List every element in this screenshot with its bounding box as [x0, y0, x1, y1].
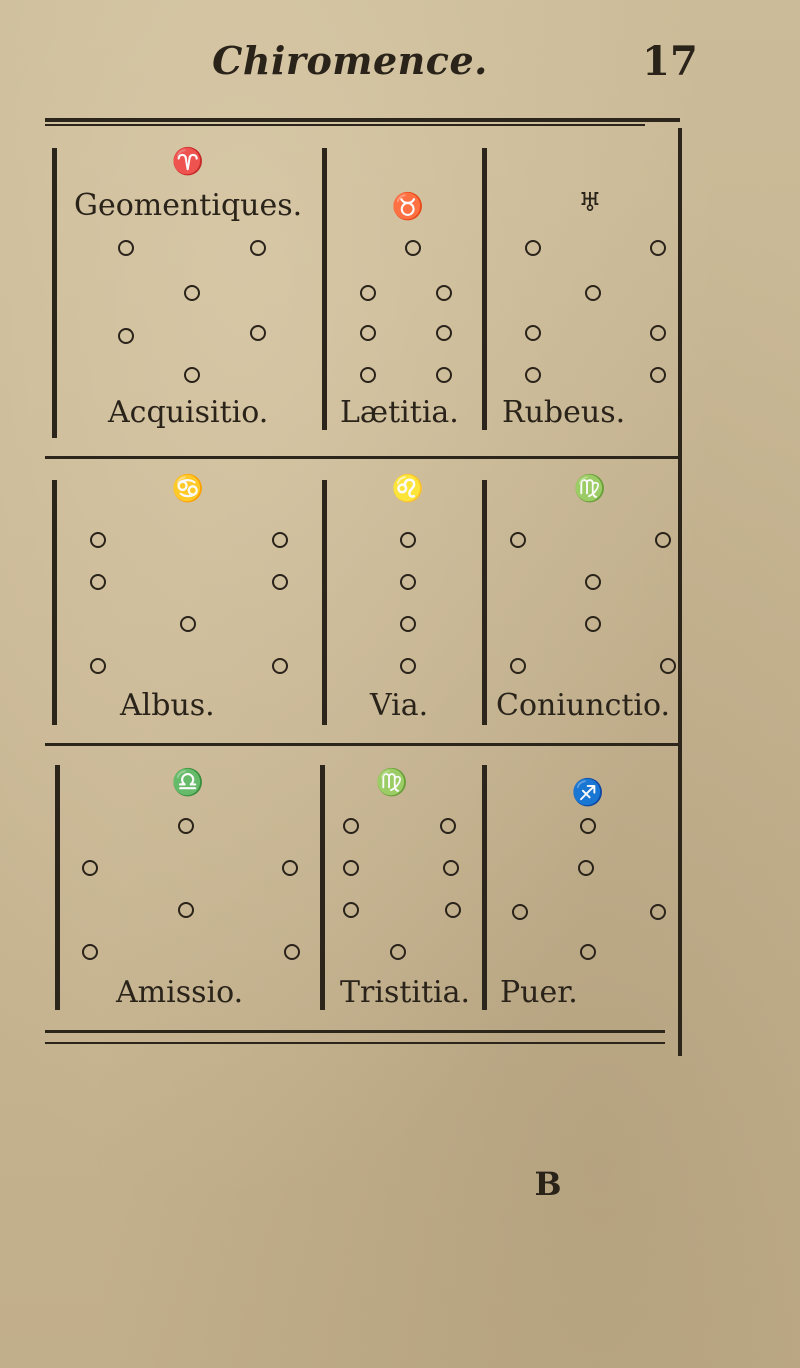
aries-sign: ♈: [171, 147, 205, 177]
figure-dot: [400, 574, 416, 590]
row2-left-border: [52, 480, 57, 725]
row1-left-border: [52, 148, 57, 438]
figure-dot: [90, 658, 106, 674]
row2-divider-a: [322, 480, 327, 725]
figure-name: Rubeus.: [502, 395, 626, 430]
libra-sign: ♎: [171, 768, 205, 798]
figure-dot: [436, 367, 452, 383]
figure-dot: [178, 818, 194, 834]
row-divider-1: [45, 456, 680, 459]
virgo-sign: ♍: [573, 474, 607, 504]
row3-left-border: [55, 765, 60, 1010]
figure-dot: [390, 944, 406, 960]
figure-dot: [525, 367, 541, 383]
table-right-border: [678, 128, 682, 1056]
sagittarius-sign: ♐: [571, 778, 605, 808]
figure-dot: [282, 860, 298, 876]
row1-divider-a: [322, 148, 327, 430]
figure-name: Via.: [370, 688, 429, 723]
figure-name: Coniunctio.: [496, 688, 671, 723]
figure-dot: [250, 325, 266, 341]
figure-dot: [510, 532, 526, 548]
figure-dot: [284, 944, 300, 960]
table-top-rule-thin: [45, 124, 645, 126]
figure-dot: [660, 658, 676, 674]
signature-mark: B: [534, 1165, 562, 1203]
figure-dot: [525, 240, 541, 256]
table-top-rule: [45, 118, 680, 122]
figure-dot: [360, 325, 376, 341]
row1-divider-b: [482, 148, 487, 430]
figure-name: Albus.: [120, 688, 215, 723]
figure-dot: [436, 285, 452, 301]
figure-dot: [272, 574, 288, 590]
figure-dot: [178, 902, 194, 918]
figure-dot: [272, 658, 288, 674]
figure-dot: [272, 532, 288, 548]
geomentiques-heading: Geomentiques.: [74, 188, 303, 223]
figure-dot: [90, 532, 106, 548]
figure-dot: [360, 367, 376, 383]
cancer-sign: ♋: [171, 474, 205, 504]
figure-dot: [585, 574, 601, 590]
figure-dot: [400, 532, 416, 548]
figure-name: Tristitia.: [340, 975, 471, 1010]
running-head-title: Chiromence.: [212, 38, 488, 83]
figure-dot: [440, 818, 456, 834]
figure-dot: [343, 902, 359, 918]
row2-divider-b: [482, 480, 487, 725]
figure-dot: [118, 240, 134, 256]
figure-dot: [580, 944, 596, 960]
taurus-sign: ♉: [391, 192, 425, 222]
figure-dot: [82, 944, 98, 960]
figure-name: Lætitia.: [340, 395, 459, 430]
row-divider-2: [45, 743, 680, 746]
figure-dot: [580, 818, 596, 834]
figure-dot: [400, 616, 416, 632]
figure-dot: [250, 240, 266, 256]
figure-dot: [525, 325, 541, 341]
figure-name: Amissio.: [116, 975, 244, 1010]
figure-dot: [650, 904, 666, 920]
figure-dot: [180, 616, 196, 632]
figure-dot: [405, 240, 421, 256]
table-bottom-rule: [45, 1030, 665, 1033]
figure-dot: [585, 285, 601, 301]
figure-dot: [118, 328, 134, 344]
figure-dot: [445, 902, 461, 918]
figure-dot: [184, 367, 200, 383]
figure-dot: [400, 658, 416, 674]
row3-divider-a: [320, 765, 325, 1010]
table-bottom-rule-thin: [45, 1042, 665, 1044]
figure-name: Puer.: [500, 975, 578, 1010]
leo-sign: ♌: [391, 474, 425, 504]
virgo-sign: ♍: [375, 768, 409, 798]
figure-dot: [510, 658, 526, 674]
figure-dot: [436, 325, 452, 341]
figure-dot: [585, 616, 601, 632]
figure-dot: [90, 574, 106, 590]
figure-dot: [360, 285, 376, 301]
figure-dot: [343, 818, 359, 834]
figure-name: Acquisitio.: [108, 395, 269, 430]
figure-dot: [82, 860, 98, 876]
row3-divider-b: [482, 765, 487, 1010]
uranus-sign: ♅: [578, 188, 602, 218]
figure-dot: [650, 325, 666, 341]
figure-dot: [343, 860, 359, 876]
figure-dot: [650, 240, 666, 256]
figure-dot: [443, 860, 459, 876]
page-number: 17: [642, 38, 698, 85]
figure-dot: [655, 532, 671, 548]
figure-dot: [512, 904, 528, 920]
figure-dot: [650, 367, 666, 383]
figure-dot: [578, 860, 594, 876]
figure-dot: [184, 285, 200, 301]
